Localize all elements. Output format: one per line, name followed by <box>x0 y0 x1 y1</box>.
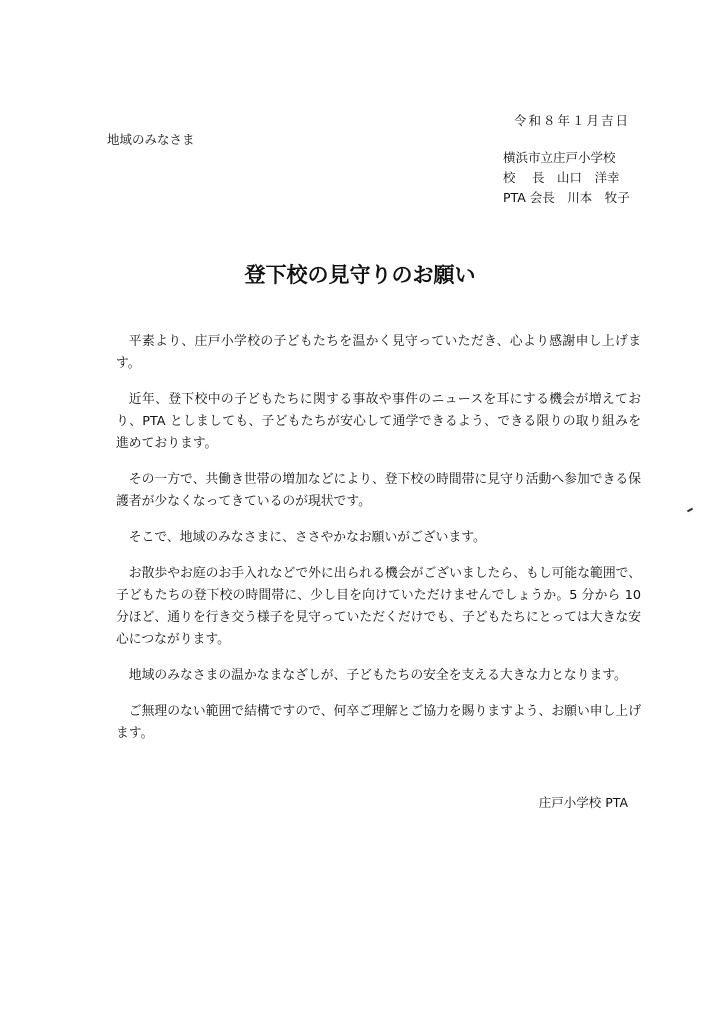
body-paragraph: ご無理のない範囲で結構ですので、何卒ご理解とご協力を賜りますよう、お願い申し上げます。 <box>116 704 641 741</box>
sender-principal: 校 長 山口 洋幸 <box>503 170 620 185</box>
body-paragraph: お散歩やお庭のお手入れなどで外に出られる機会がございましたら、もし可能な範囲で、子どもたちの登下校の時間帯に、少し目を向けていただけませんでしょうか。5 分から 10 分ほど、通りを行き交う様子を見守っていただくだけでも、子どもたちにとっては大きな安心につながります。 <box>116 566 641 647</box>
body-paragraph: その一方で、共働き世帯の増加などにより、登下校の時間帯に見守り活動へ参加できる保護者が少なくなってきているのが現状です。 <box>116 472 641 509</box>
body-paragraph: 地域のみなさまの温かなまなざしが、子どもたちの安全を支える大きな力となります。 <box>128 668 627 683</box>
body-paragraph: 近年、登下校中の子どもたちに関する事故や事件のニュースを耳にする機会が増えており、PTA としましても、子どもたちが安心して通学できるよう、できる限りの取り組みを進めております。 <box>116 392 641 451</box>
letter-body <box>116 331 641 759</box>
sender-block <box>503 148 630 208</box>
sender-pta-president: PTA 会長 川本 牧子 <box>503 190 630 205</box>
body-paragraph: 平素より、庄戸小学校の子どもたちを温かく見守っていただき、心より感謝申し上げます。 <box>116 334 641 371</box>
letter-date: 令和８年１月吉日 <box>513 113 630 128</box>
closing-signature: 庄戸小学校 PTA <box>538 795 628 810</box>
scan-speck <box>687 508 693 513</box>
sender-school: 横浜市立庄戸小学校 <box>503 150 616 165</box>
body-paragraph: そこで、地域のみなさまに、ささやかなお願いがございます。 <box>128 530 486 545</box>
recipient: 地域のみなさま <box>107 132 195 147</box>
page-title: 登下校の見守りのお願い <box>244 263 476 287</box>
